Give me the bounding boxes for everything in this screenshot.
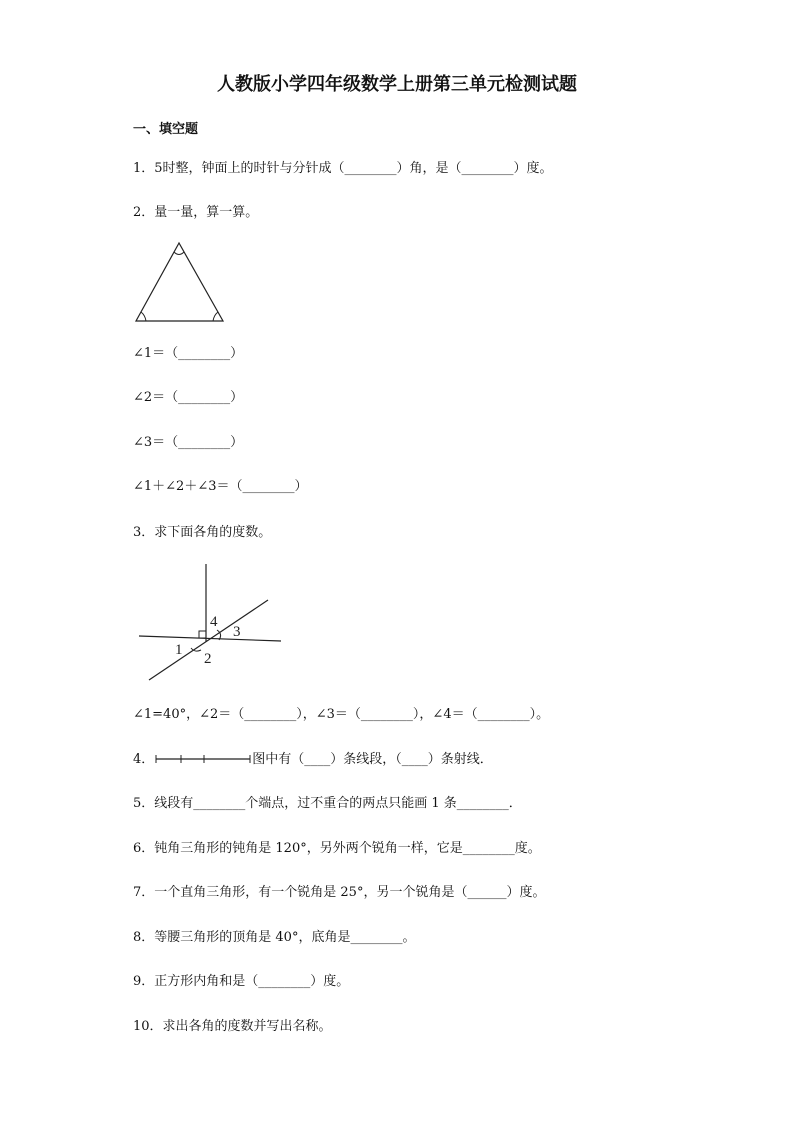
angle-2-blank: ∠2＝（________） <box>133 390 244 405</box>
question-2: 2．量一量，算一算。 <box>133 205 259 220</box>
angle-1-blank: ∠1＝（________） <box>133 346 244 361</box>
question-3-answers: ∠1=40°，∠2＝（________），∠3＝（________），∠4＝（________）。 <box>133 707 550 722</box>
question-6: 6．钝角三角形的钝角是 120°，另外两个锐角一样，它是________度。 <box>133 841 541 856</box>
question-4-number: 4． <box>133 752 155 767</box>
label-4: 4 <box>210 614 218 630</box>
question-10: 10．求出各角的度数并写出名称。 <box>133 1019 332 1034</box>
question-4-text: 图中有（____）条线段，（____）条射线． <box>252 752 493 767</box>
question-1: 1．5时整，钟面上的时针与分针成（________）角，是（________）度。 <box>133 161 553 176</box>
question-5: 5．线段有________个端点，过不重合的两点只能画 1 条________． <box>133 796 522 811</box>
angle-3-blank: ∠3＝（________） <box>133 435 244 450</box>
question-7: 7．一个直角三角形，有一个锐角是 25°，另一个锐角是（______）度。 <box>133 885 546 900</box>
label-1: 1 <box>175 642 183 658</box>
question-9: 9．正方形内角和是（________）度。 <box>133 974 350 989</box>
section-heading: 一、填空题 <box>133 122 199 137</box>
angle-sum-blank: ∠1＋∠2＋∠3＝（________） <box>133 479 308 494</box>
question-8: 8．等腰三角形的顶角是 40°，底角是________。 <box>133 930 416 945</box>
question-4 <box>133 751 493 769</box>
label-3: 3 <box>233 624 241 640</box>
triangle-figure <box>130 240 230 326</box>
label-2: 2 <box>204 651 212 667</box>
segment-diagram <box>154 753 252 765</box>
question-3: 3．求下面各角的度数。 <box>133 525 272 540</box>
page-title: 人教版小学四年级数学上册第三单元检测试题 <box>217 74 577 95</box>
intersecting-lines-figure <box>135 560 285 685</box>
